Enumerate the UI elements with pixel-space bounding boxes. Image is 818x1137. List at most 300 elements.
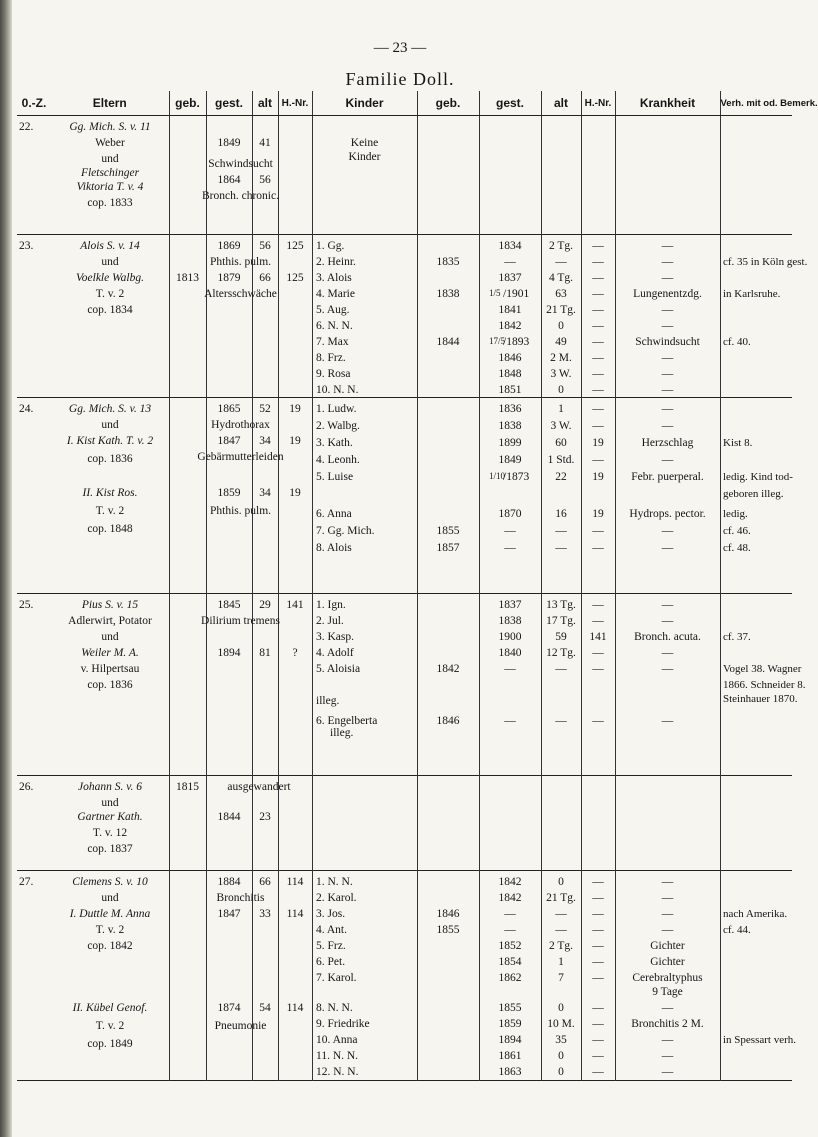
- header-child-house: H.-Nr.: [581, 91, 615, 116]
- parent-died: 1865: [217, 403, 241, 415]
- parent-birth: 1813: [176, 272, 199, 284]
- child-disease: Hydrops. pector.: [629, 508, 706, 520]
- child-age: 2 Tg.: [548, 940, 574, 952]
- child-remark: in Karlsruhe.: [723, 288, 781, 300]
- parent-cause: Gebärmutterleiden: [197, 451, 284, 463]
- child-died: 1852: [498, 940, 522, 952]
- child-name: 4. Marie: [316, 288, 355, 300]
- child-died: —: [504, 542, 516, 554]
- child-name: 7. Karol.: [316, 972, 357, 984]
- header-age: alt: [252, 91, 278, 116]
- child-house: 141: [589, 631, 607, 643]
- family-number: 22.: [19, 121, 34, 133]
- child-house: —: [592, 940, 604, 952]
- parent-line: cop. 1848: [87, 523, 133, 535]
- child-age: —: [555, 924, 567, 936]
- parent-house: 141: [286, 599, 304, 611]
- child-house: —: [592, 384, 604, 396]
- family-number: 27.: [19, 876, 34, 888]
- column-rule: [720, 776, 721, 871]
- child-disease: —: [661, 256, 674, 268]
- child-name: 4. Ant.: [316, 924, 347, 936]
- parent-line: I. Duttle M. Anna: [69, 908, 151, 920]
- parent-cause: Phthis. pulm.: [209, 505, 272, 517]
- parent-died: 1864: [217, 174, 241, 186]
- child-name: 6. Anna: [316, 508, 352, 520]
- child-name: 1. Gg.: [316, 240, 345, 252]
- parent-line: cop. 1837: [87, 843, 133, 855]
- child-house: —: [592, 663, 604, 675]
- child-disease: —: [661, 599, 674, 611]
- child-name: 2. Heinr.: [316, 256, 356, 268]
- child-died: 1900: [498, 631, 522, 643]
- child-age: 22: [555, 471, 567, 483]
- page-binding-edge: [0, 0, 12, 1137]
- child-birth: 1855: [436, 924, 460, 936]
- column-rule: [541, 776, 542, 871]
- child-birth: 1838: [436, 288, 460, 300]
- parent-house: 19: [289, 435, 301, 447]
- parent-line: Viktoria T. v. 4: [76, 181, 144, 193]
- family-row-27-content: [17, 871, 797, 1081]
- child-birth: 1842: [436, 663, 460, 675]
- child-name: illeg.: [330, 727, 354, 739]
- child-died: 1894: [498, 1034, 522, 1046]
- child-house: —: [592, 368, 604, 380]
- family-row-24: [17, 398, 792, 594]
- child-died: /1893: [503, 336, 530, 348]
- child-remark: Vogel 38. Wagner: [723, 663, 802, 675]
- parent-line: Pius S. v. 15: [81, 599, 139, 611]
- parent-age: 66: [259, 272, 271, 284]
- parent-died: 1879: [217, 272, 241, 284]
- parent-birth: 1815: [176, 781, 199, 793]
- child-disease: —: [661, 240, 674, 252]
- child-death-day: 1/5: [489, 288, 501, 298]
- child-disease: Bronchitis 2 M.: [631, 1018, 704, 1030]
- child-died: 1848: [498, 368, 522, 380]
- child-age: 35: [555, 1034, 567, 1046]
- child-age: 2 M.: [550, 352, 572, 364]
- child-birth: 1855: [436, 525, 460, 537]
- child-house: 19: [592, 508, 604, 520]
- child-house: 19: [592, 471, 604, 483]
- header-child-age: alt: [541, 91, 581, 116]
- child-house: —: [592, 320, 604, 332]
- child-disease: —: [661, 615, 674, 627]
- child-name: 8. Frz.: [316, 352, 346, 364]
- child-name: 4. Leonh.: [316, 454, 360, 466]
- header-nr: 0.-Z.: [17, 91, 51, 116]
- parent-house: 125: [286, 272, 304, 284]
- column-rule: [479, 776, 480, 871]
- family-number: 25.: [19, 599, 34, 611]
- child-age: 10 M.: [547, 1018, 575, 1030]
- child-age: 49: [555, 336, 567, 348]
- child-disease: —: [661, 908, 674, 920]
- child-disease: Cerebraltyphus: [632, 972, 703, 984]
- parent-line: und: [101, 892, 119, 904]
- parent-line: T. v. 2: [95, 924, 125, 936]
- child-disease: —: [661, 384, 674, 396]
- family-number: 24.: [19, 403, 34, 415]
- parent-line: und: [101, 256, 119, 268]
- child-house: —: [592, 615, 604, 627]
- child-died: 1838: [498, 615, 522, 627]
- child-disease: —: [661, 715, 674, 727]
- child-died: —: [504, 924, 516, 936]
- child-died: 1854: [498, 956, 522, 968]
- child-died: —: [504, 663, 516, 675]
- header-children: Kinder: [312, 91, 417, 116]
- parent-cause: Altersschwäche: [204, 288, 277, 300]
- child-name: 2. Jul.: [316, 615, 344, 627]
- child-name: Kinder: [348, 151, 381, 163]
- parent-line: Weber: [95, 137, 125, 149]
- parent-died: 1847: [217, 908, 241, 920]
- child-age: 7: [558, 972, 564, 984]
- child-house: —: [592, 599, 604, 611]
- column-rule: [615, 776, 616, 871]
- child-disease: —: [661, 1034, 674, 1046]
- child-house: —: [592, 972, 604, 984]
- family-row-24-content: [17, 398, 792, 594]
- family-row-25: [17, 594, 792, 776]
- child-house: —: [592, 352, 604, 364]
- parent-age: 33: [259, 908, 271, 920]
- child-remark: cf. 35 in Köln gest.: [723, 256, 808, 268]
- child-name: 10. Anna: [316, 1034, 358, 1046]
- parent-cause: Bronch. chronic.: [202, 190, 279, 202]
- column-rule: [312, 594, 313, 776]
- header-disease: Krankheit: [615, 91, 720, 116]
- child-died: 1842: [498, 876, 522, 888]
- child-disease: —: [661, 647, 674, 659]
- child-disease: —: [661, 892, 674, 904]
- parent-age: 56: [259, 174, 271, 186]
- child-age: —: [555, 663, 567, 675]
- parent-age: 34: [259, 487, 271, 499]
- parent-line: cop. 1834: [87, 304, 133, 316]
- parent-age: 34: [259, 435, 271, 447]
- child-name: 1. N. N.: [316, 876, 353, 888]
- parent-line: cop. 1833: [87, 197, 133, 209]
- child-remark: cf. 37.: [723, 631, 751, 643]
- page-number: — 23 —: [373, 40, 427, 56]
- child-disease: —: [661, 352, 674, 364]
- child-house: —: [592, 876, 604, 888]
- parent-house: 19: [289, 487, 301, 499]
- parent-line: Alois S. v. 14: [80, 240, 140, 252]
- child-age: —: [555, 908, 567, 920]
- child-age: 16: [555, 508, 567, 520]
- child-disease: —: [661, 1066, 674, 1078]
- child-age: 1 Std.: [547, 454, 575, 466]
- child-name: 4. Adolf: [316, 647, 354, 659]
- child-disease: —: [661, 403, 674, 415]
- child-died: 1863: [498, 1066, 522, 1078]
- child-died: 1841: [498, 304, 522, 316]
- parent-note: ausgewandert: [227, 781, 291, 793]
- child-age: 60: [555, 437, 567, 449]
- parent-age: 56: [259, 240, 271, 252]
- child-age: —: [555, 542, 567, 554]
- child-age: 21 Tg.: [546, 892, 576, 904]
- parent-house: ?: [292, 647, 298, 659]
- family-row-27: [17, 871, 792, 1081]
- child-disease: Gichter: [650, 956, 685, 968]
- header-birth: geb.: [169, 91, 206, 116]
- column-rule: [312, 235, 313, 398]
- child-name: 3. Alois: [316, 272, 352, 284]
- child-birth: 1846: [436, 715, 460, 727]
- child-disease: —: [661, 272, 674, 284]
- child-remark: ledig. Kind tod-: [723, 471, 793, 483]
- child-died: —: [504, 525, 516, 537]
- child-died: —: [504, 256, 516, 268]
- child-house: —: [592, 403, 604, 415]
- parent-cause: Phthis. pulm.: [209, 256, 272, 268]
- child-remark: 1866. Schneider 8.: [723, 679, 806, 691]
- child-house: —: [592, 1018, 604, 1030]
- parent-died: 1859: [217, 487, 241, 499]
- parent-cause: Hydrothorax: [211, 419, 270, 431]
- child-age: 21 Tg.: [546, 304, 576, 316]
- child-disease: —: [661, 304, 674, 316]
- child-died: 1842: [498, 320, 522, 332]
- parent-house: 114: [286, 876, 304, 888]
- child-house: —: [592, 304, 604, 316]
- parent-died: 1869: [217, 240, 241, 252]
- child-age: 59: [555, 631, 567, 643]
- child-name: 6. Engelberta: [316, 715, 378, 727]
- parent-line: und: [101, 153, 119, 165]
- child-remark: cf. 44.: [723, 924, 751, 936]
- family-number: 26.: [19, 781, 34, 793]
- parent-age: 66: [259, 876, 271, 888]
- column-rule: [581, 116, 582, 235]
- child-house: —: [592, 542, 604, 554]
- child-house: —: [592, 420, 604, 432]
- child-house: —: [592, 272, 604, 284]
- column-rule: [417, 776, 418, 871]
- child-disease: —: [661, 542, 674, 554]
- family-row-22: [17, 116, 792, 235]
- child-age: 3 W.: [550, 420, 572, 432]
- child-age: 0: [558, 1066, 564, 1078]
- parent-line: Johann S. v. 6: [78, 781, 142, 793]
- header-remarks: Verh. mit od. Bemerk.: [720, 91, 792, 116]
- parent-line: II. Kist Ros.: [82, 487, 138, 499]
- child-age: 12 Tg.: [546, 647, 576, 659]
- child-name: 2. Karol.: [316, 892, 357, 904]
- child-house: —: [592, 1050, 604, 1062]
- child-died: 1899: [498, 437, 522, 449]
- child-age: —: [555, 256, 567, 268]
- child-house: —: [592, 956, 604, 968]
- child-disease: —: [661, 525, 674, 537]
- child-died: 1870: [498, 508, 522, 520]
- parent-house: 125: [286, 240, 304, 252]
- child-name: 6. Pet.: [316, 956, 346, 968]
- parent-line: cop. 1836: [87, 679, 133, 691]
- column-rule: [417, 871, 418, 1081]
- child-remark: ledig.: [723, 508, 748, 520]
- child-died: 1861: [498, 1050, 522, 1062]
- child-died: —: [504, 908, 516, 920]
- header-child-died: gest.: [479, 91, 541, 116]
- child-remark: Kist 8.: [723, 437, 753, 449]
- child-died: 1855: [498, 1002, 522, 1014]
- parent-age: 29: [259, 599, 271, 611]
- child-name: 3. Jos.: [316, 908, 346, 920]
- column-rule: [581, 776, 582, 871]
- parent-house: 114: [286, 908, 304, 920]
- header-house: H.-Nr.: [278, 91, 312, 116]
- child-disease: Schwindsucht: [635, 336, 700, 348]
- child-house: —: [592, 892, 604, 904]
- child-age: 3 W.: [550, 368, 572, 380]
- column-rule: [417, 594, 418, 776]
- parent-line: und: [101, 419, 119, 431]
- child-name: 8. Alois: [316, 542, 352, 554]
- parent-age: 81: [259, 647, 271, 659]
- child-name: 1. Ign.: [316, 599, 346, 611]
- child-age: 0: [558, 384, 564, 396]
- parent-line: und: [101, 797, 119, 809]
- child-house: —: [592, 715, 604, 727]
- child-disease: —: [661, 876, 674, 888]
- family-row-23-content: [17, 235, 808, 398]
- child-name: 1. Ludw.: [316, 403, 357, 415]
- child-death-day: 1/10: [489, 471, 506, 481]
- child-age: 0: [558, 1050, 564, 1062]
- child-age: 0: [558, 1002, 564, 1014]
- child-disease: —: [661, 1002, 674, 1014]
- child-died: 1840: [498, 647, 522, 659]
- parent-line: T. v. 12: [92, 827, 128, 839]
- child-died: 1849: [498, 454, 522, 466]
- family-row-23: [17, 235, 792, 398]
- child-birth: 1846: [436, 908, 460, 920]
- child-name: Keine: [350, 137, 379, 149]
- child-house: —: [592, 1002, 604, 1014]
- parent-died: 1884: [217, 876, 241, 888]
- child-house: —: [592, 908, 604, 920]
- parent-line: II. Kübel Genof.: [72, 1002, 148, 1014]
- child-disease: —: [661, 924, 674, 936]
- column-rule: [479, 116, 480, 235]
- child-remark: nach Amerika.: [723, 908, 788, 920]
- parent-house: 19: [289, 403, 301, 415]
- parent-age: 23: [259, 811, 271, 823]
- parent-cause: Dilirium tremens: [201, 615, 280, 627]
- child-age: 0: [558, 320, 564, 332]
- parent-line: Fletschinger: [80, 167, 140, 179]
- parent-line: T. v. 2: [95, 1020, 125, 1032]
- child-name: 5. Luise: [316, 471, 354, 483]
- child-remark: cf. 46.: [723, 525, 751, 537]
- column-rule: [720, 116, 721, 235]
- parent-line: Adlerwirt, Potator: [68, 615, 152, 627]
- parent-cause: Pneumonie: [214, 1020, 267, 1032]
- child-died: 1846: [498, 352, 522, 364]
- child-disease: —: [661, 368, 674, 380]
- parent-died: 1874: [217, 1002, 241, 1014]
- header-died: gest.: [206, 91, 252, 116]
- child-name: 7. Max: [316, 336, 349, 348]
- child-house: —: [592, 336, 604, 348]
- column-rule: [541, 116, 542, 235]
- parent-age: 52: [259, 403, 271, 415]
- parent-line: I. Kist Kath. T. v. 2: [66, 435, 154, 447]
- child-disease: —: [661, 1050, 674, 1062]
- child-house: —: [592, 288, 604, 300]
- child-birth: 1857: [436, 542, 460, 554]
- child-house: —: [592, 256, 604, 268]
- child-disease: 9 Tage: [652, 986, 683, 998]
- parent-died: 1844: [217, 811, 241, 823]
- child-died: 1862: [498, 972, 522, 984]
- child-disease: Herzschlag: [641, 437, 694, 449]
- parent-died: 1849: [217, 137, 241, 149]
- child-name: 5. Frz.: [316, 940, 346, 952]
- child-died: 1838: [498, 420, 522, 432]
- child-house: —: [592, 240, 604, 252]
- column-rule: [312, 871, 313, 1081]
- child-disease: —: [661, 663, 674, 675]
- child-death-day: 17/5: [489, 336, 506, 346]
- child-remark: Steinhauer 1870.: [723, 693, 798, 705]
- parent-died: 1894: [217, 647, 241, 659]
- parent-age: 41: [259, 137, 271, 149]
- child-name: 10. N. N.: [316, 384, 359, 396]
- family-register-table: [17, 91, 818, 1081]
- child-birth: 1844: [436, 336, 460, 348]
- child-age: 4 Tg.: [548, 272, 574, 284]
- child-disease: Gichter: [650, 940, 685, 952]
- parent-line: Voelkle Walbg.: [76, 272, 144, 284]
- header-child-birth: geb.: [417, 91, 479, 116]
- parent-line: Gg. Mich. S. v. 13: [68, 403, 152, 415]
- child-died: 1842: [498, 892, 522, 904]
- child-name: 3. Kasp.: [316, 631, 355, 643]
- child-remark: geboren illeg.: [723, 488, 784, 500]
- child-name: 5. Aug.: [316, 304, 350, 316]
- child-disease: —: [661, 320, 674, 332]
- child-age: 1: [558, 956, 564, 968]
- parent-line: Gg. Mich. S. v. 11: [69, 121, 151, 133]
- child-name: 11. N. N.: [316, 1050, 359, 1062]
- child-name: 7. Gg. Mich.: [316, 525, 375, 537]
- child-died: 1834: [498, 240, 522, 252]
- child-house: —: [592, 525, 604, 537]
- child-age: 63: [555, 288, 567, 300]
- child-remark: in Spessart verh.: [723, 1034, 797, 1046]
- child-died: 1851: [498, 384, 522, 396]
- parent-line: Gartner Kath.: [77, 811, 143, 823]
- family-row-22-content: [17, 116, 792, 235]
- column-rule: [417, 398, 418, 594]
- parent-line: und: [101, 631, 119, 643]
- parent-age: 54: [259, 1002, 271, 1014]
- column-rule: [417, 116, 418, 235]
- child-age: 13 Tg.: [546, 599, 576, 611]
- child-died: 1859: [498, 1018, 522, 1030]
- parent-line: Weiler M. A.: [81, 647, 139, 659]
- parent-line: T. v. 2: [95, 505, 125, 517]
- parent-line: T. v. 2: [95, 288, 125, 300]
